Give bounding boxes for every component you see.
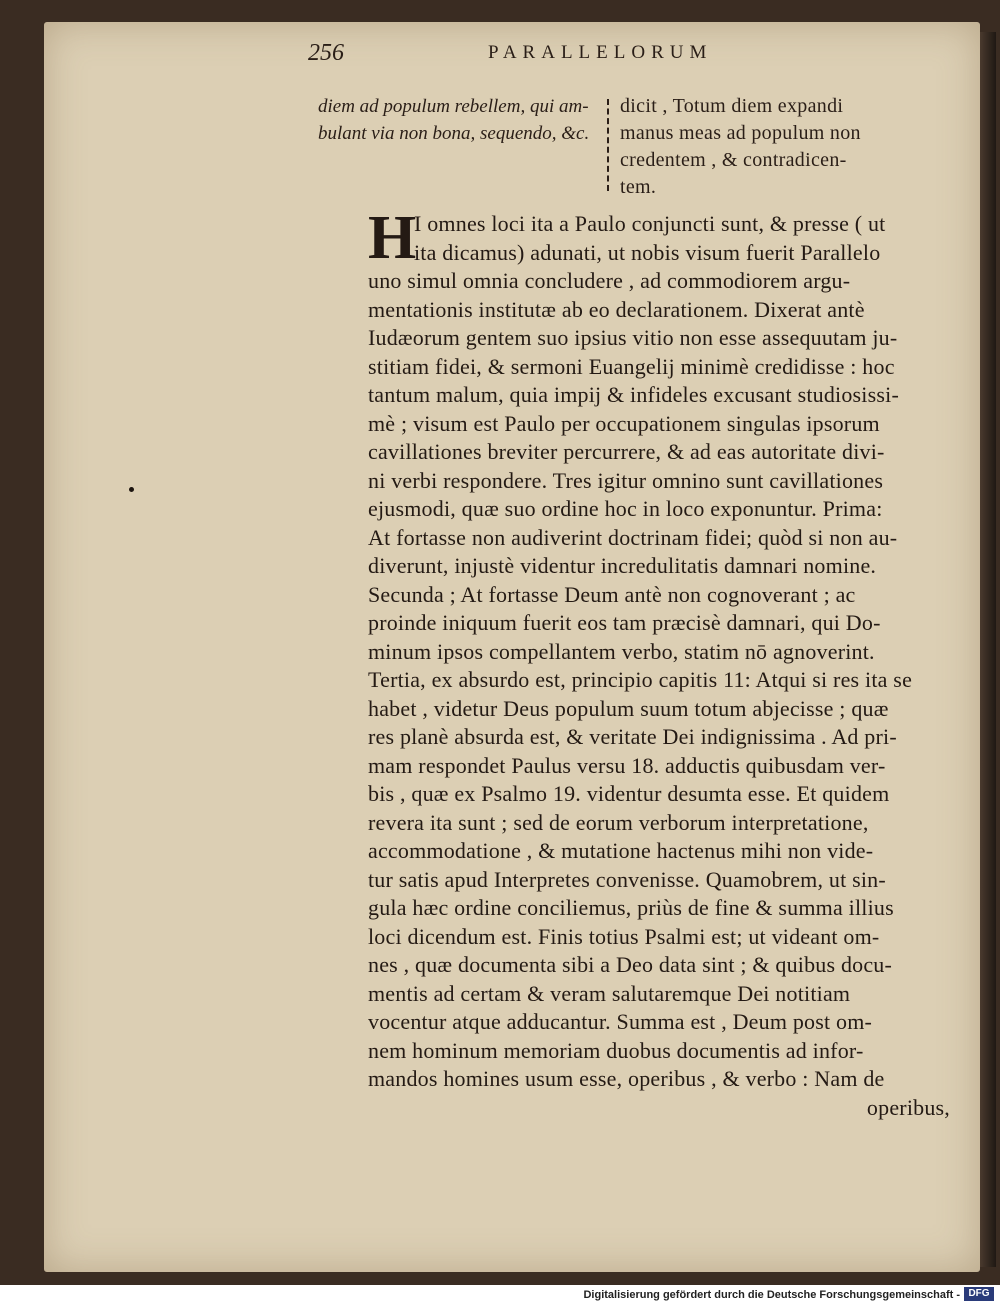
text-line: At fortasse non audiverint doctrinam fidei; quòd si non au-	[368, 524, 898, 550]
text-line: mentationis institutæ ab eo declarationem. Dixerat antè	[368, 296, 865, 322]
text-line: cavillationes breviter percurrere, & ad eas autoritate divi-	[368, 439, 885, 464]
margin-ink-spot	[129, 487, 134, 492]
text-line: nes , quæ documenta sibi a Deo data sint ; & quibus docu-	[368, 952, 893, 977]
parallel-right-line: dicit , Totum diem expandi	[620, 95, 844, 117]
text-line: proinde iniquum fuerit eos tam præcisè damnari, qui Do-	[368, 610, 881, 635]
text-line: nem hominum memoriam duobus documentis ad infor-	[368, 1037, 864, 1063]
text-line: tur satis apud Interpretes convenisse. Quamobrem, ut sin-	[368, 866, 886, 892]
text-line: minum ipsos compellantem verbo, statim nō agnoverint.	[368, 638, 875, 664]
body-text	[368, 204, 958, 1122]
parallel-passages	[318, 93, 958, 198]
text-line: mentis ad certam & veram salutaremque Dei notitiam	[368, 980, 851, 1006]
text-line: mandos homines usum esse, operibus , & verbo : Nam de	[368, 1066, 885, 1091]
text-line: diverunt, injustè videntur incredulitatis damnari nomine.	[368, 553, 877, 578]
text-line: res planè absurda est, & veritate Dei indignissima . Ad pri-	[368, 724, 897, 749]
page-header	[308, 40, 908, 80]
text-line: I omnes loci ita a Paulo conjuncti sunt, & presse ( ut	[414, 211, 886, 236]
text-line: loci dicendum est. Finis totius Psalmi est; ut videant om-	[368, 923, 880, 949]
text-line: stitiam fidei, & sermoni Euangelij minimè credidisse : hoc	[368, 353, 895, 379]
text-line: ni verbi respondere. Tres igitur omnino sunt cavillationes	[368, 467, 884, 493]
text-line: ita dicamus) adunati, ut nobis visum fuerit Parallelo	[414, 239, 881, 265]
text-line: bis , quæ ex Psalmo 19. videntur desumta esse. Et quidem	[368, 781, 890, 806]
text-line: revera ita sunt ; sed de eorum verborum interpretatione,	[368, 809, 869, 835]
text-line: Tertia, ex absurdo est, principio capitis 11: Atqui si res ita se	[368, 667, 913, 692]
parallel-right-line: tem.	[620, 176, 657, 198]
drop-cap: H	[368, 204, 417, 272]
text-line: habet , videtur Deus populum suum totum abjecisse ; quæ	[368, 695, 889, 721]
text-line: mè ; visum est Paulo per occupationem singulas ipsorum	[368, 410, 880, 436]
text-line: tantum malum, quia impij & infideles excusant studiosissi-	[368, 382, 899, 407]
text-line: Iudæorum gentem suo ipsius vitio non esse assequutam ju-	[368, 325, 898, 350]
text-line: gula hæc ordine conciliemus, priùs de fine & summa illius	[368, 895, 894, 920]
text-line: Secunda ; At fortasse Deum antè non cognoverant ; ac	[368, 581, 856, 607]
parallel-right-column	[620, 93, 950, 201]
page-edge-shadow	[980, 32, 996, 1267]
text-line: uno simul omnia concludere , ad commodiorem argu-	[368, 268, 851, 293]
parallel-right-line: credentem , & contradicen-	[620, 149, 847, 171]
funding-credit: Digitalisierung gefördert durch die Deutsche Forschungsgemeinschaft -	[583, 1289, 960, 1301]
parallel-left-line: bulant via non bona, sequendo, &c.	[318, 123, 590, 144]
text-line: vocentur atque adducantur. Summa est , Deum post om-	[368, 1009, 873, 1034]
text-line: accommodatione , & mutatione hactenus mihi non vide-	[368, 838, 874, 863]
text-line: ejusmodi, quæ suo ordine hoc in loco exponuntur. Prima:	[368, 496, 883, 521]
column-divider	[607, 99, 611, 191]
text-line: mam respondet Paulus versu 18. adductis quibusdam ver-	[368, 752, 886, 778]
dfg-logo: DFG	[964, 1287, 994, 1301]
parallel-left-column	[318, 93, 600, 147]
catchword: operibus,	[866, 1094, 950, 1120]
parallel-left-line: diem ad populum rebellem, qui am-	[318, 96, 589, 117]
running-title: PARALLELORUM	[488, 42, 713, 63]
parallel-right-line: manus meas ad populum non	[620, 122, 861, 144]
page-number: 256	[308, 40, 344, 66]
